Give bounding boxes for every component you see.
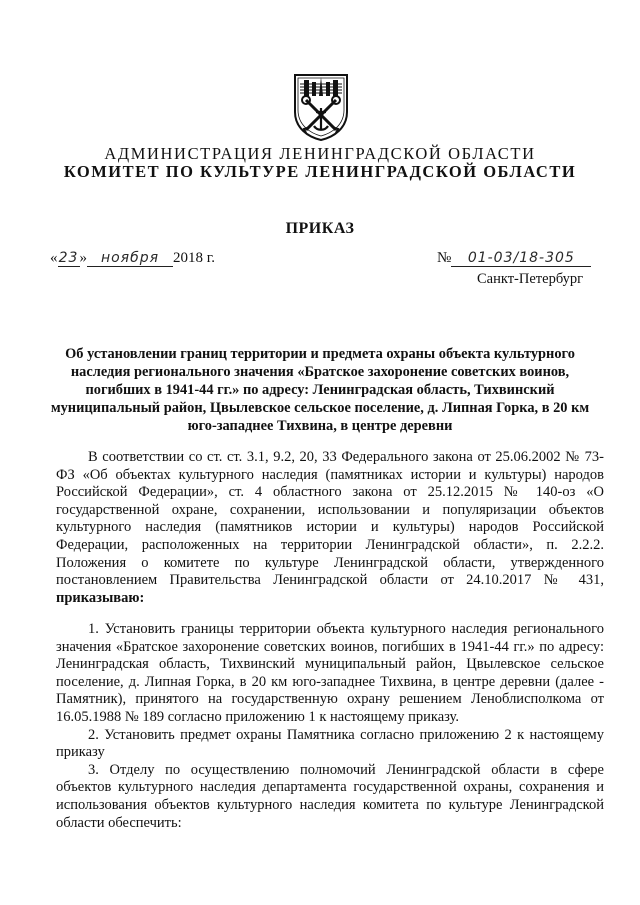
order-item-1: 1. Установить границы территории объекта культурного наследия регионального значения «Братское захоронение советских воинов, погибших в 1941-44 гг.» по адресу: Ленинградская область, Тихвинский муниципальный район, Цвылевское сельское поселение, д. Липная Горка, в 20 км юго-западнее Тихвина, в центре деревни (далее - Памятник), принятого на государственную охрану решением Леноблисполкома от 16.05.1988 № 189 согласно приложению 1 к настоящему приказу. [56, 621, 604, 725]
date-month: ноября [87, 251, 173, 267]
document-subject: Об установлении границ территории и предмета охраны объекта культурного наследия регионального значения «Братское захоронение советских воинов, погибших в 1941-44 гг.» по адресу: Ленинградская область, Тихвинский муниципальный район, Цвылевское сельское поселение, д. Липная Горка, в 20 км юго-западнее Тихвина, в центре деревни [50, 346, 590, 434]
preamble [56, 449, 604, 607]
document-date [50, 250, 215, 267]
document-city: Санкт-Петербург [477, 271, 584, 287]
order-word: приказываю: [56, 589, 145, 606]
organization-name: АДМИНИСТРАЦИЯ ЛЕНИНГРАДСКОЙ ОБЛАСТИ [104, 144, 536, 163]
preamble-text: В соответствии со ст. ст. 3.1, 9.2, 20, 33 Федерального закона от 25.06.2002 № 73-ФЗ «Об объектах культурного наследия (памятниках истории и культуры) народов Российской Федерации», ст. 4 областного закона от 25.12.2015 № 140-оз «О государственной охране, сохранении, использовании и популяризации объектов культурного наследия (памятников истории и культуры) народов Российской Федерации, расположенных на территории Ленинградской области», п. 2.2.2. Положения о комитете по культуре Ленинградской области, утвержденного постановлением Правительства Ленинградской области от 24.10.2017 № 431, [56, 449, 604, 589]
document-number [437, 250, 591, 267]
number-prefix: № [437, 250, 452, 266]
document-title: ПРИКАЗ [285, 220, 355, 237]
date-close-quote: » [79, 250, 87, 266]
committee-name: КОМИТЕТ ПО КУЛЬТУРЕ ЛЕНИНГРАДСКОЙ ОБЛАСТИ [63, 162, 577, 181]
date-day: 23 [58, 250, 79, 266]
date-year: 2018 г. [173, 250, 215, 266]
order-items [56, 621, 604, 832]
order-item-2: 2. Установить предмет охраны Памятника согласно приложению 2 к настоящему приказу [56, 726, 604, 761]
number-value: 01-03/18-305 [451, 251, 591, 267]
date-open-quote: « [50, 250, 58, 266]
order-item-3: 3. Отделу по осуществлению полномочий Ленинградской области в сфере объектов культурного наследия департамента государственной охраны, сохранения и использования объектов культурного наследия комитета по культуре Ленинградской области обеспечить: [56, 761, 604, 831]
coat-of-arms-emblem [292, 72, 350, 142]
